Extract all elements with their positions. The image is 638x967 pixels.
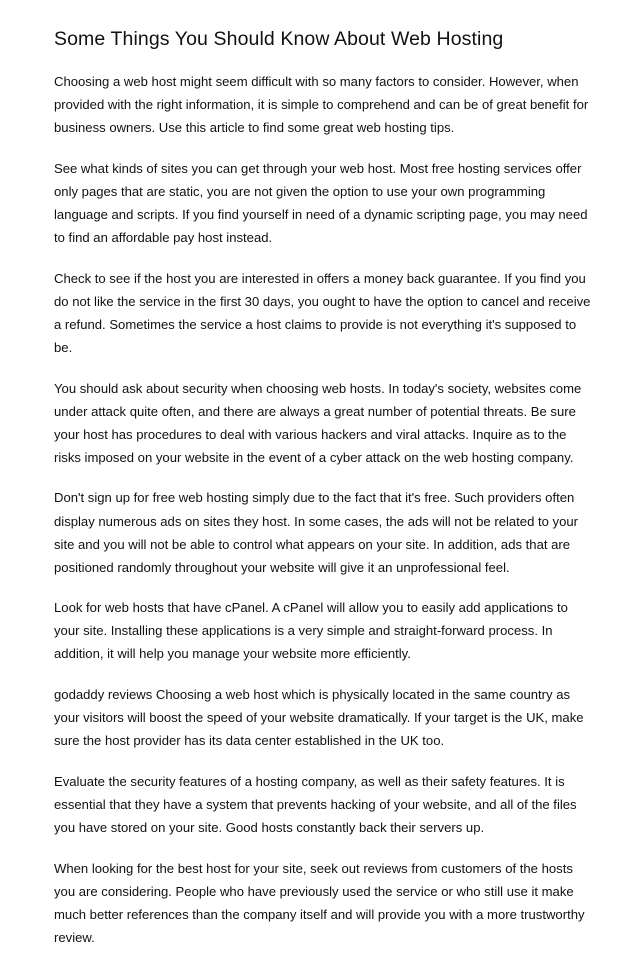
paragraph: When looking for the best host for your site, seek out reviews from customers of the hosts you are considering. People who have previously used the service or who still use it make much better references than the company itself and will provide you with a more trustworthy review. [54,860,585,945]
paragraph: See what kinds of sites you can get through your web host. Most free hosting services offer only pages that are static, you are not given the option to use your own programming language and scripts. If you find yourself in need of a dynamic scripting page, you may need to find an affordable pay host instead. [54,160,588,246]
paragraph: godaddy reviews Choosing a web host which is physically located in the same country as your visitors will boost the speed of your website dramatically. If your target is the UK, make sure the host provider has its data center established in the UK too. [54,687,584,749]
paragraph: You should ask about security when choosing web hosts. In today's society, websites come under attack quite often, and there are always a great number of potential threats. Be sure your host has procedures to deal with various hackers and viral attacks. Inquire as to the risks imposed on your website in the event of a cyber attack on the web hosting company. [54,380,582,465]
document-page [54,26,594,967]
paragraph: Look for web hosts that have cPanel. A cPanel will allow you to easily add applications to your site. Installing these applications is a very simple and straight-forward process. In addition, it will help you manage your website more efficiently. [54,600,568,662]
paragraph: Don't sign up for free web hosting simply due to the fact that it's free. Such providers often display numerous ads on sites they host. In some cases, the ads will not be related to your site and you will not be able to control what appears on your site. In addition, ads that are positioned randomly throughout your website will give it an unprofessional feel. [54,490,579,575]
document-title: Some Things You Should Know About Web Hosting [54,28,504,50]
paragraph: Evaluate the security features of a hosting company, as well as their safety features. It is essential that they have a system that prevents hacking of your website, and all of the files you have stored on your site. Good hosts constantly back their servers up. [54,773,577,836]
paragraph: Choosing a web host might seem difficult with so many factors to consider. However, when provided with the right information, it is simple to comprehend and can be of great benefit for business owners. Use this article to find some great web hosting tips. [54,74,589,136]
paragraph: Check to see if the host you are interested in offers a money back guarantee. If you find you do not like the service in the first 30 days, you ought to have the option to cancel and receive a refund. Sometimes the service a host claims to provide is not everything it's supposed to be. [54,270,591,355]
